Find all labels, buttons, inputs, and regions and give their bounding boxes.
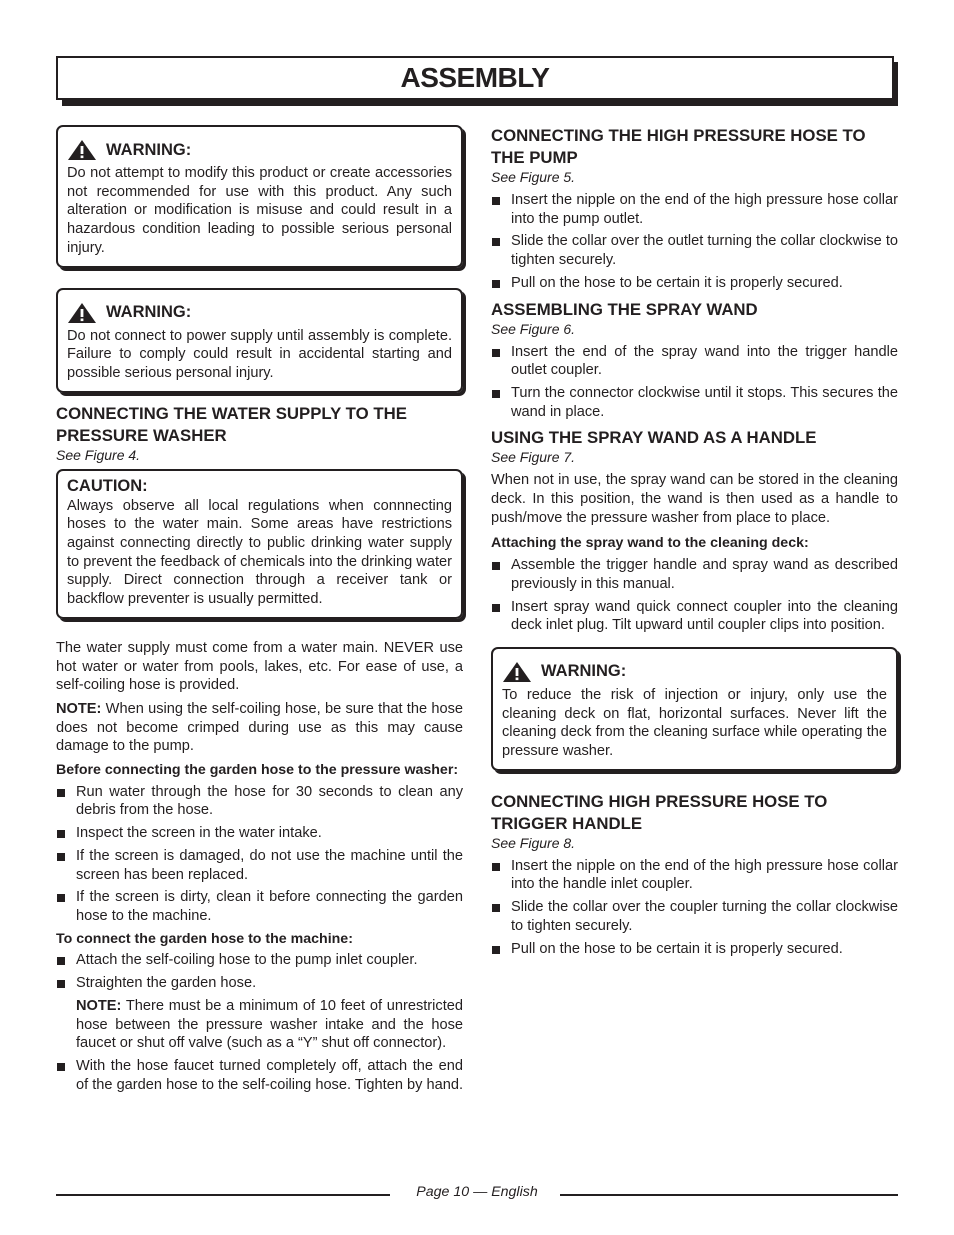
note-label: NOTE: [56,700,102,717]
list-item-text: If the screen is damaged, do not use the machine until the screen has been replaced. [76,847,463,883]
section-banner [56,56,898,106]
wand-handle-paragraph: When not in use, the spray wand can be stored in the cleaning deck. In this position, the wand is then used as a handle to push/move the pressure washer from place to place. [491,472,898,526]
list-item-text: Assemble the trigger handle and spray wand as described previously in this manual. [511,557,898,592]
list-item-text: Slide the collar over the outlet turning the collar clockwise to tighten securely. [511,233,898,269]
bullet-square-icon [492,280,500,288]
bullet-square-icon [492,349,500,357]
connect-hose-list-final [56,1057,463,1094]
warning-box-power [56,288,463,393]
caution-box [56,469,463,619]
list-item-text: Inspect the screen in the water intake. [76,825,322,842]
list-item [56,1057,463,1094]
warning-triangle-icon [502,661,532,683]
figure-reference: See Figure 7. [491,449,576,466]
list-item-text: Pull on the hose to be certain it is properly secured. [511,940,843,957]
list-item-text: Straighten the garden hose. [76,975,257,992]
note-text: When using the self-coiling hose, be sure that the hose does not become crimped during use as this may cause damage to the pump. [56,700,463,755]
right-column [491,125,898,962]
section-heading-spray-wand: ASSEMBLING THE SPRAY WAND [491,299,758,319]
list-item-text: Pull on the hose to be certain it is properly secured. [511,274,843,291]
warning-text: Do not connect to power supply until assembly is complete. Failure to comply could result in accidental starting and possible serious personal injury. [67,327,452,381]
trigger-handle-list [491,857,898,959]
note-unrestricted-hose [56,997,463,1053]
figure-reference: See Figure 4. [56,446,141,463]
warning-title [502,661,887,683]
warning-box-cleaning-deck [491,647,898,771]
list-item [491,940,898,959]
caution-label: CAUTION: [67,476,148,495]
warning-text: Do not attempt to modify this product or create accessories not recommended for use with this product. Any such alteration or modification is misuse and could result in a hazardous condition leading to possible serious personal injury. [67,165,452,256]
warning-label: WARNING: [541,662,627,681]
connect-hose-list [56,951,463,992]
bullet-square-icon [492,904,500,912]
list-item [491,232,898,269]
note-text: There must be a minimum of 10 feet of unrestricted hose between the pressure washer intake and the hose faucet or shut off valve (such as a “Y” shut off connector). [76,997,463,1052]
spray-wand-list [491,343,898,422]
list-item-text: Run water through the hose for 30 seconds to clean any debris from the hose. [76,783,463,819]
note-self-coiling [56,700,463,756]
water-supply-paragraph: The water supply must come from a water main. NEVER use hot water or water from pools, lakes, etc. For ease of use, a self-coiling hose is provided. [56,639,463,694]
bullet-square-icon [57,830,65,838]
bullet-square-icon [57,853,65,861]
figure-reference: See Figure 6. [491,320,576,337]
pump-hose-list [491,191,898,293]
warning-triangle-icon [67,302,97,324]
list-item-text: Insert the end of the spray wand into the trigger handle outlet coupler. [511,343,898,379]
section-heading-wand-as-handle: USING THE SPRAY WAND AS A HANDLE [491,428,817,448]
bullet-square-icon [57,1063,65,1071]
list-item [491,191,898,228]
bullet-square-icon [492,390,500,398]
subheading-before-connecting: Before connecting the garden hose to the pressure washer: [56,762,459,779]
bullet-square-icon [492,562,500,570]
list-item-text: Slide the collar over the coupler turning the collar clockwise to tighten securely. [511,899,898,934]
page-footer [56,1184,898,1204]
banner-box [56,56,894,100]
list-item [56,951,463,970]
caution-text: Always observe all local regulations when connnecting hoses to the water main. Some areas have restrictions against connecting directly to public drinking water supply to prevent the feedback of chemicals into the drinking water supply. Direct connection through a receiver tank or backflow preventer is usually permitted. [67,497,452,608]
footer-rule-right [560,1194,898,1196]
subheading-connect-garden-hose: To connect the garden hose to the machine: [56,930,353,947]
warning-text: To reduce the risk of injection or injury, only use the cleaning deck on flat, horizontal surfaces. Never lift the cleaning deck from the cleaning surface while operating the pressure washer. [502,686,887,760]
list-item [491,857,898,894]
list-item [491,274,898,293]
list-item [56,847,463,884]
warning-triangle-icon [67,139,97,161]
list-item-text: Insert spray wand quick connect coupler into the cleaning deck inlet plug. Tilt upward until coupler clips into position. [511,598,898,634]
bullet-square-icon [492,238,500,246]
bullet-square-icon [57,957,65,965]
list-item [491,898,898,935]
left-column [56,125,463,1098]
warning-label: WARNING: [106,140,192,159]
bullet-square-icon [492,946,500,954]
list-item [56,824,463,843]
attach-wand-list [491,556,898,635]
list-item-text: Insert the nipple on the end of the high pressure hose collar into the handle inlet coupler. [511,857,898,893]
section-heading-water-supply: CONNECTING THE WATER SUPPLY TO THE PRESSURE WASHER [56,403,407,445]
bullet-square-icon [57,894,65,902]
bullet-square-icon [57,789,65,797]
subheading-attach-wand: Attaching the spray wand to the cleaning deck: [491,535,809,552]
caution-title [67,477,452,496]
list-item-text: Turn the connector clockwise until it stops. This secures the wand in place. [511,384,898,420]
warning-title [67,302,452,324]
list-item [491,556,898,593]
list-item [56,783,463,820]
list-item [56,974,463,993]
list-item-text: Attach the self-coiling hose to the pump inlet coupler. [76,952,418,969]
list-item [491,598,898,635]
bullet-square-icon [57,980,65,988]
warning-box-modify [56,125,463,268]
warning-title [67,139,452,161]
list-item [56,888,463,925]
bullet-square-icon [492,604,500,612]
section-heading-hose-to-trigger: CONNECTING HIGH PRESSURE HOSE TO TRIGGER HANDLE [491,791,828,833]
bullet-square-icon [492,863,500,871]
figure-reference: See Figure 8. [491,834,576,851]
list-item [491,343,898,380]
section-heading-hose-to-pump: CONNECTING THE HIGH PRESSURE HOSE TO THE PUMP [491,126,866,167]
figure-reference: See Figure 5. [491,169,576,185]
warning-label: WARNING: [106,303,192,322]
bullet-square-icon [492,197,500,205]
list-item-text: If the screen is dirty, clean it before connecting the garden hose to the machine. [76,889,463,924]
page-title: ASSEMBLY [400,62,550,93]
before-connecting-list [56,783,463,926]
list-item-text: With the hose faucet turned completely off, attach the end of the garden hose to the self-coiling hose. Tighten by hand. [76,1057,463,1093]
note-label: NOTE: [76,997,122,1014]
list-item-text: Insert the nipple on the end of the high pressure hose collar into the pump outlet. [511,192,898,227]
page-number: Page 10 — English [416,1184,538,1200]
list-item [491,384,898,421]
